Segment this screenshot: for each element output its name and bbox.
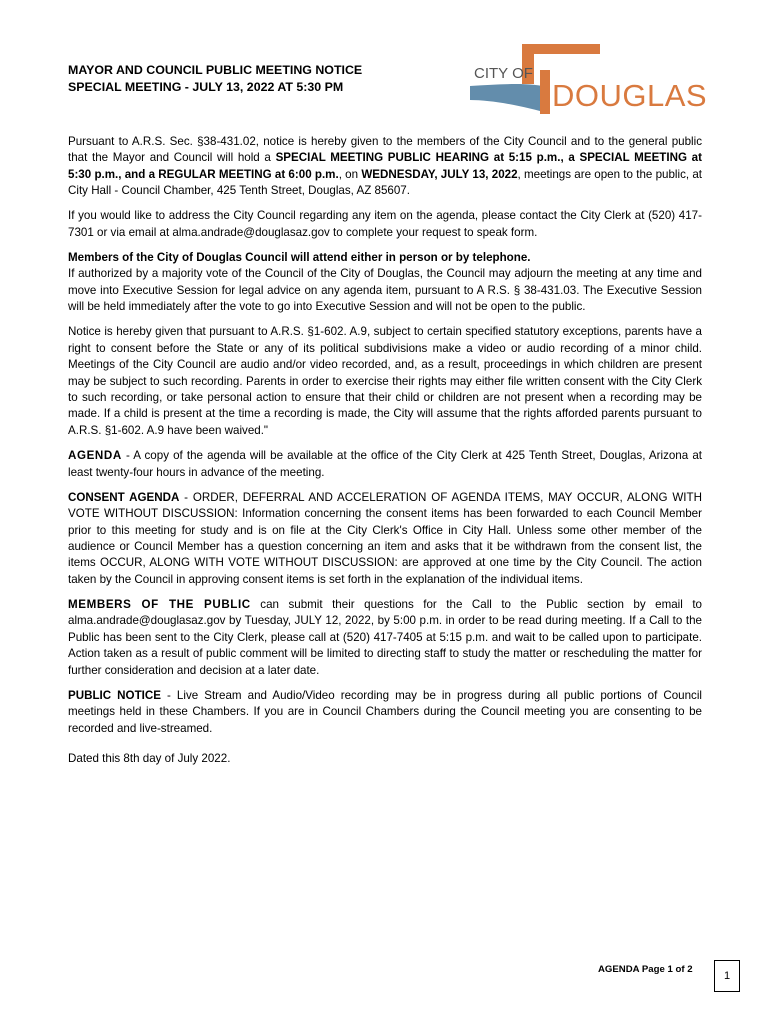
attendance-heading: Members of the City of Douglas Council will attend either in person or by telephone. [68, 251, 531, 265]
address-council-paragraph: If you would like to address the City Council regarding any item on the agenda, please contact the City Clerk at (520) 417-7301 or via email at alma.andrade@douglasaz.gov to complete your request to speak form. [68, 209, 702, 239]
consent-agenda-paragraph: CONSENT AGENDA - ORDER, DEFERRAL AND ACCELERATION OF AGENDA ITEMS, MAY OCCUR, ALONG WITH VOTE WITHOUT DISCUSSION: Information concerning the consent items has been forwarded to each Council Member prior to this meeting for study and is on file at the City Clerk's Office in City Hall. Unless some other member of the audience or Council Member has a question concerning an item and asks that it be withdrawn from the consent list, the items OCCUR, ALONG WITH VOTE WITHOUT DISCUSSION: are approved at one time by the City Council. The action taken by the Council in approving consent items is set forth in the explanation of the individual items. [68, 490, 702, 586]
page-footer-label: AGENDA Page 1 of 2 [598, 964, 693, 975]
dated-line: Dated this 8th day of July 2022. [68, 751, 231, 765]
title-line-1: MAYOR AND COUNCIL PUBLIC MEETING NOTICE [68, 63, 363, 77]
svg-text:CITY OF: CITY OF [474, 65, 533, 82]
executive-session-paragraph: If authorized by a majority vote of the Council of the City of Douglas, the Council may adjourn the meeting at any time and move into Executive Session for legal advice on any agenda item, pursuant to A R.S. § 38-431.03. The Executive Session will be held immediately after the vote to go into Executive Session and will not be open to the public. [68, 267, 702, 314]
public-notice-paragraph: PUBLIC NOTICE - Live Stream and Audio/Video recording may be in progress during all public portions of Council meetings held in these Chambers. If you are in Council Chambers during the Council meeting you are consenting to be recorded and live-streamed. [68, 688, 702, 735]
page-number: 1 [723, 970, 731, 982]
agenda-paragraph: AGENDA - A copy of the agenda will be available at the office of the City Clerk at 425 Tenth Street, Douglas, Arizona at least twenty-four hours in advance of the meeting. [68, 449, 702, 479]
recording-consent-paragraph: Notice is hereby given that pursuant to A.R.S. §1-602. A.9, subject to certain specified statutory exceptions, parents have a right to consent before the State or any of its political subdivisions make a video or audio recording of a minor child. Meetings of the City Council are audio and/or video recorded, and, as a result, proceedings in which children are present may be subject to such recording. Parents in order to exercise their rights may either file written consent with the City Clerk to such recording, or take personal action to ensure that their child or children are not present when a recording may be made. If a child is present at the time a recording is made, the City will assume that the rights afforded parents pursuant to A.R.S. §1-602. A.9 have been waived." [68, 325, 702, 437]
city-of-douglas-logo [462, 44, 708, 114]
header [68, 62, 708, 112]
meeting-paragraph: Pursuant to A.R.S. Sec. §38-431.02, notice is hereby given to the members of the City Council and to the general public that the Mayor and Council will hold a SPECIAL MEETING PUBLIC HEARING at 5:15 p.m., a SPECIAL MEETING at 5:30 p.m., and a REGULAR MEETING at 6:00 p.m., on WEDNESDAY, JULY 13, 2022, meetings are open to the public, at City Hall - Council Chamber, 425 Tenth Street, Douglas, AZ 85607. [68, 135, 702, 198]
page-number-box [714, 960, 740, 992]
members-of-public-paragraph: MEMBERS OF THE PUBLIC can submit their questions for the Call to the Public section by email to alma.andrade@douglasaz.gov by Tuesday, JULY 12, 2022, by 5:00 p.m. in order to be read during meeting. If a Call to the Public has been sent to the City Clerk, please call at (520) 417-7405 at 5:15 p.m. and wait to be called upon to participate. Action taken as a result of public comment will be limited to directing staff to study the matter or rescheduling the matter for further consideration and decision at a later date. [68, 597, 702, 677]
svg-text:DOUGLAS: DOUGLAS [552, 78, 708, 113]
notice-body [68, 134, 702, 776]
title-line-2: SPECIAL MEETING - JULY 13, 2022 AT 5:30 PM [68, 80, 344, 94]
notice-title [68, 62, 362, 96]
